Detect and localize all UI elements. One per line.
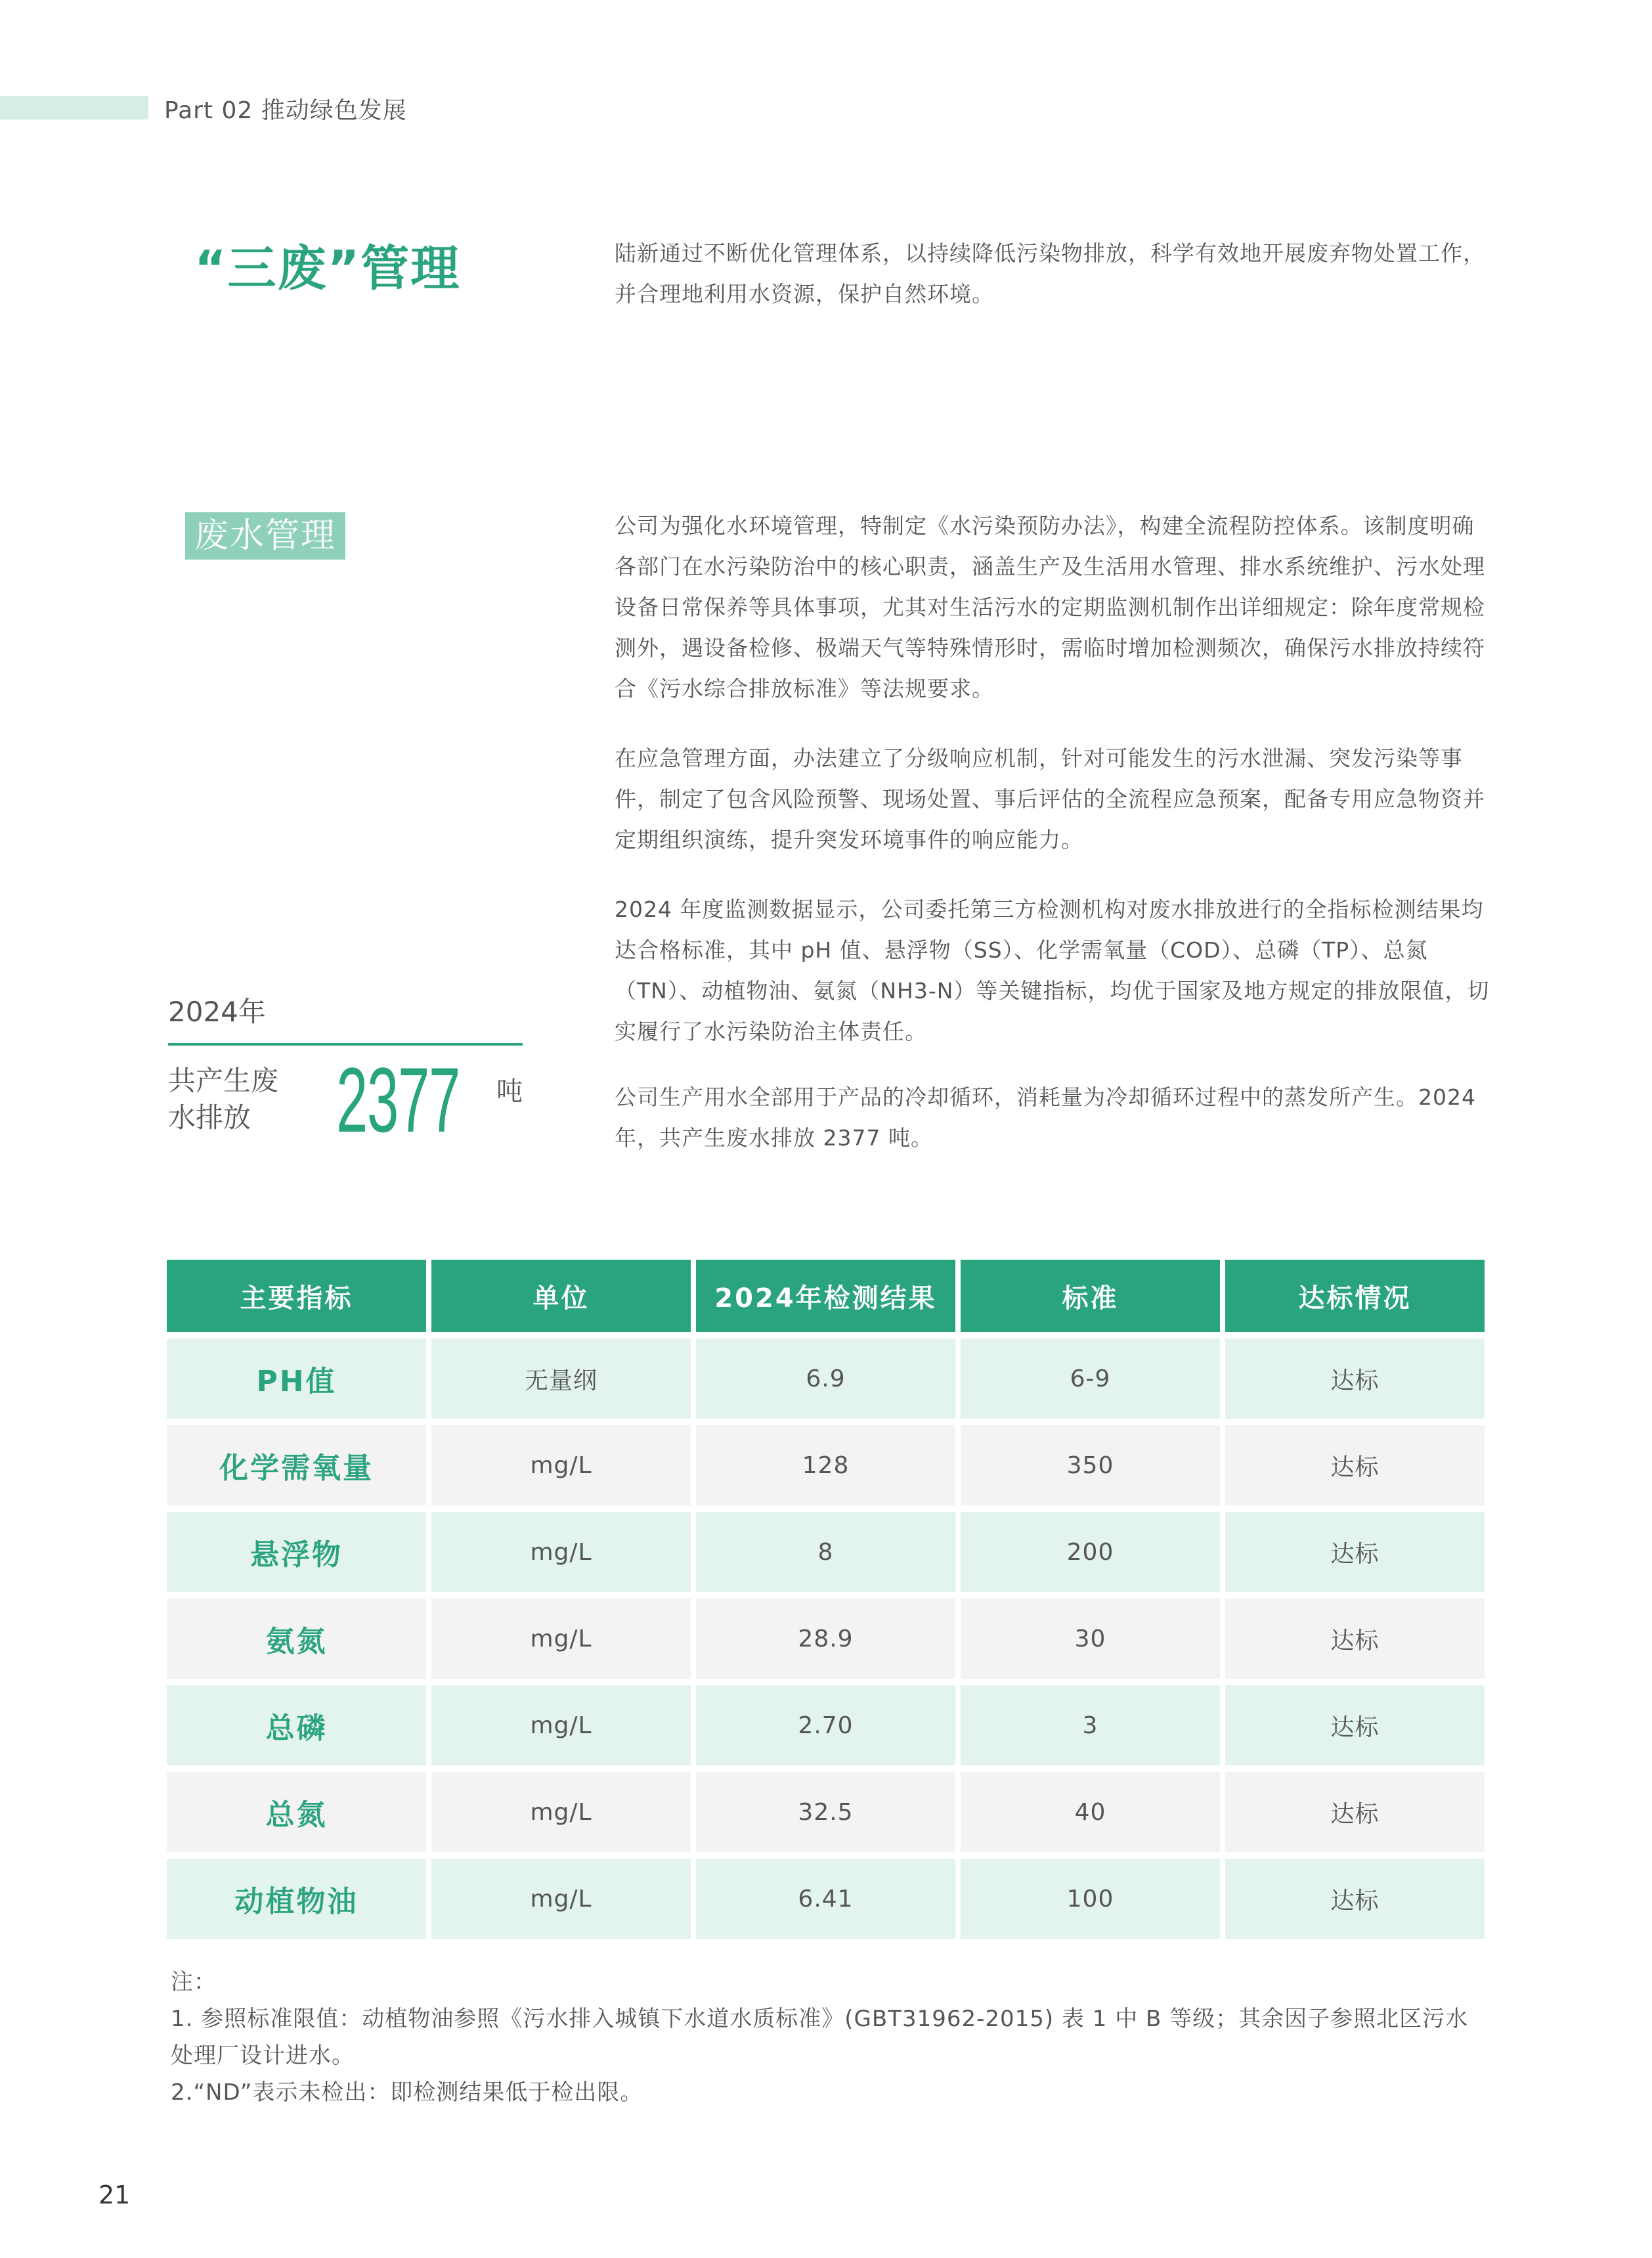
table-row — [167, 1772, 1487, 1852]
paragraph-water-usage: 公司生产用水全部用于产品的冷却循环，消耗量为冷却循环过程中的蒸发所产生。2024 年，共产生废水排放 2377 吨。 — [615, 1084, 1476, 1151]
table-cell-status: 达标 — [1225, 1425, 1485, 1505]
table-cell-standard: 350 — [961, 1425, 1220, 1505]
table-cell-result: 128 — [696, 1425, 955, 1505]
table-header-cell: 2024年检测结果 — [696, 1260, 955, 1332]
paragraph-policy: 公司为强化水环境管理，特制定《水污染预防办法》，构建全流程防控体系。该制度明确各部门在水污染防治中的核心职责，涵盖生产及生活用水管理、排水系统维护、污水处理设备日常保养等具体事项，尤其对生活污水的定期监测机制作出详细规定：除年度常规检测外，遇设备检修、极端天气等特殊情形时，需临时增加检测频次，确保污水排放持续符合《污水综合排放标准》等法规要求。 — [615, 513, 1485, 701]
table-header-row — [167, 1260, 1487, 1332]
table-row — [167, 1339, 1487, 1419]
table-cell-result: 2.70 — [696, 1685, 955, 1765]
table-cell-status: 达标 — [1225, 1859, 1485, 1939]
subsection-title-badge: 废水管理 — [185, 512, 345, 560]
table-cell-standard: 100 — [961, 1859, 1220, 1939]
table-cell-unit: mg/L — [431, 1859, 691, 1939]
table-cell-result: 8 — [696, 1512, 955, 1592]
table-cell-result: 6.9 — [696, 1339, 955, 1419]
table-cell-status: 达标 — [1225, 1772, 1485, 1852]
table-cell-status: 达标 — [1225, 1685, 1485, 1765]
table-cell-unit: mg/L — [431, 1772, 691, 1852]
wastewater-indicator-table — [167, 1260, 1487, 1945]
table-cell-unit: mg/L — [431, 1599, 691, 1679]
table-header-cell: 标准 — [961, 1260, 1220, 1332]
table-row — [167, 1859, 1487, 1939]
table-cell-standard: 40 — [961, 1772, 1220, 1852]
table-cell-status: 达标 — [1225, 1339, 1485, 1419]
header-accent-bar — [0, 96, 148, 120]
table-cell-standard: 200 — [961, 1512, 1220, 1592]
table-cell-unit: mg/L — [431, 1685, 691, 1765]
table-cell-status: 达标 — [1225, 1512, 1485, 1592]
paragraph-emergency: 在应急管理方面，办法建立了分级响应机制，针对可能发生的污水泄漏、突发污染等事件，制定了包含风险预警、现场处置、事后评估的全流程应急预案，配备专用应急物资并定期组织演练，提升突发环境事件的响应能力。 — [615, 745, 1485, 852]
header-part-label: Part 02 推动绿色发展 — [164, 97, 407, 124]
table-row — [167, 1512, 1487, 1592]
page-number: 21 — [98, 2181, 131, 2209]
notes-line-2: 2.“ND”表示未检出：即检测结果低于检出限。 — [171, 2079, 643, 2106]
table-cell-unit: mg/L — [431, 1425, 691, 1505]
table-row — [167, 1425, 1487, 1505]
table-row — [167, 1599, 1487, 1679]
table-cell-indicator: 总磷 — [167, 1685, 426, 1765]
table-cell-indicator: 氨氮 — [167, 1599, 426, 1679]
table-cell-result: 6.41 — [696, 1859, 955, 1939]
table-cell-standard: 30 — [961, 1599, 1220, 1679]
paragraph-monitoring: 2024 年度监测数据显示，公司委托第三方检测机构对废水排放进行的全指标检测结果均达合格标准，其中 pH 值、悬浮物（SS）、化学需氧量（COD）、总磷（TP）、总氮（TN）、动植物油、氨氮（NH3-N）等关键指标，均优于国家及地方规定的排放限值，切实履行了水污染防治主体责任。 — [615, 897, 1490, 1044]
table-cell-result: 28.9 — [696, 1599, 955, 1679]
stat-year: 2024年 — [168, 996, 266, 1028]
notes-line-1: 1. 参照标准限值：动植物油参照《污水排入城镇下水道水质标准》(GBT31962-2015) 表 1 中 B 等级；其余因子参照北区污水处理厂设计进水。 — [171, 2006, 1469, 2069]
table-cell-unit: mg/L — [431, 1512, 691, 1592]
table-cell-indicator: PH值 — [167, 1339, 426, 1419]
table-cell-indicator: 悬浮物 — [167, 1512, 426, 1592]
section-intro: 陆新通过不断优化管理体系，以持续降低污染物排放，科学有效地开展废弃物处置工作，并合理地利用水资源，保护自然环境。 — [615, 240, 1485, 307]
section-title: “三废”管理 — [194, 240, 461, 297]
table-cell-indicator: 动植物油 — [167, 1859, 426, 1939]
table-header-cell: 达标情况 — [1225, 1260, 1485, 1332]
stat-value: 2377 — [336, 1048, 460, 1151]
table-row — [167, 1685, 1487, 1765]
table-header-cell: 主要指标 — [167, 1260, 426, 1332]
table-cell-unit: 无量纲 — [431, 1339, 691, 1419]
stat-unit: 吨 — [496, 1076, 523, 1107]
table-cell-indicator: 总氮 — [167, 1772, 426, 1852]
stat-divider — [168, 1043, 523, 1046]
table-notes — [171, 1964, 1484, 2111]
table-cell-indicator: 化学需氧量 — [167, 1425, 426, 1505]
table-cell-status: 达标 — [1225, 1599, 1485, 1679]
table-cell-standard: 3 — [961, 1685, 1220, 1765]
table-cell-result: 32.5 — [696, 1772, 955, 1852]
notes-title: 注： — [171, 1969, 217, 1995]
stat-label: 共产生废水排放 — [168, 1065, 279, 1134]
table-header-cell: 单位 — [431, 1260, 691, 1332]
table-cell-standard: 6-9 — [961, 1339, 1220, 1419]
